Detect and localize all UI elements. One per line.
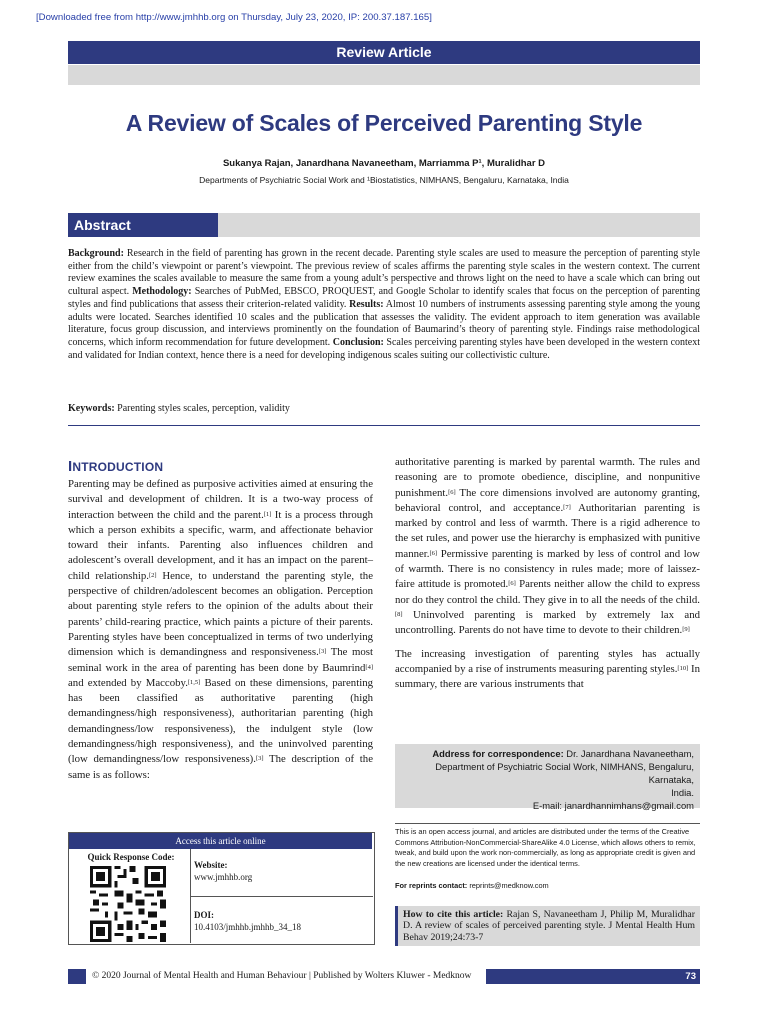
footer-copyright: © 2020 Journal of Mental Health and Human Behaviour | Published by Wolters Kluwer - Medknow <box>92 971 472 981</box>
text-run: Uninvolved parenting is marked by extremely lax and uncontrolling. Parents do not have time to devote to their children. <box>395 608 700 637</box>
download-notice: [Downloaded free from http://www.jmhhb.org on Thursday, July 23, 2020, IP: 200.37.187.165] <box>36 12 432 23</box>
text-run: Parenting may be defined as purposive activities aimed at ensuring the survival and development of children. It is a two-way process of interaction between the child and the parent. <box>68 478 373 521</box>
page-number: 73 <box>685 971 696 982</box>
correspondence-text <box>402 747 694 812</box>
text-run: The description of the same is as follows: <box>68 753 373 781</box>
text-run: Permissive parenting is marked by less of control and low of warmth. There is no consistency in rules made; more of laissez-faire attitude is promoted. <box>395 547 700 591</box>
citation-ref[interactable]: [6] <box>508 580 516 588</box>
corr-name: Dr. Janardhana Navaneetham, <box>563 748 694 759</box>
citation-ref[interactable]: [6] <box>448 488 456 496</box>
section-divider <box>68 425 700 426</box>
citation-ref[interactable]: [7] <box>563 503 571 511</box>
authors: Sukanya Rajan, Janardhana Navaneetham, Marriamma P¹, Muralidhar D <box>222 158 546 169</box>
keywords-label: Keywords: <box>68 403 115 414</box>
citation-ref[interactable]: [8] <box>395 610 403 618</box>
article-type-banner: Review Article <box>68 41 700 64</box>
website-label: Website: <box>194 860 228 870</box>
abstract-heading: Abstract <box>68 213 218 237</box>
methodology-text: Searches of PubMed, EBSCO, PROQUEST, and Google Scholar to identify scales that focus on the perception of parenting styles and find publications that assess their criterion-related validity. <box>68 286 700 310</box>
citation-ref[interactable]: [10] <box>677 664 689 672</box>
left-column-text <box>68 477 373 783</box>
background-text: Research in the field of parenting has grown in the recent decade. Parenting style scales are used to measure the perception of parenting style either from the child’s viewpoint or parent’s viewpoint. The previous review of scales affirms the parenting style scales in the western context. The current review examines the scales available to measure the same from a young adult’s perspective and throws light on the need to have a scale which can bring out cultural aspect. <box>68 248 700 298</box>
cite-text: Rajan S, Navaneetham J, Philip M, Muralidhar D. A review of scales of perceived parenting style. J Mental Health Hum Behav 2019;24:73-7 <box>403 909 696 943</box>
corr-email[interactable]: E-mail: janardhannimhans@gmail.com <box>532 800 694 811</box>
right-paragraph-2 <box>395 647 700 693</box>
citation-ref[interactable]: [4] <box>365 663 373 671</box>
website-link[interactable]: www.jmhhb.org <box>194 872 253 882</box>
right-column-text <box>395 455 700 692</box>
citation-ref[interactable]: [1] <box>263 510 272 518</box>
citation-ref[interactable]: [3] <box>255 755 264 763</box>
qr-label: Quick Response Code: <box>87 852 175 862</box>
article-title: A Review of Scales of Perceived Parenting Style <box>125 110 643 136</box>
abstract-body <box>68 248 700 362</box>
conclusion-label: Conclusion: <box>332 336 384 348</box>
text-run: Parents neither allow the child to express nor do they control the child. They give in to all the needs of the child. <box>395 578 700 606</box>
text-run: In summary, there are various instruments that <box>395 662 700 691</box>
access-box-heading: Access this article online <box>69 833 372 849</box>
corr-line-2: Department of Psychiatric Social Work, NIMHANS, Bengaluru, Karnataka, <box>435 761 694 785</box>
text-run: The core dimensions involved are autonomy granting, behavioral control, and acceptance. <box>395 486 700 514</box>
license-divider <box>395 823 700 824</box>
cite-label: How to cite this article: <box>403 909 504 920</box>
conclusion-text: Scales perceiving parenting styles have been developed in the western context and validated for Indian context, hence there is a need for developing indigenous scales suiting our collectivistic culture. <box>68 336 701 361</box>
reprints-label: For reprints contact: <box>395 881 468 890</box>
intro-rest: NTRODUCTION <box>72 460 164 474</box>
citation-ref[interactable]: [1,5] <box>187 678 201 686</box>
citation-ref[interactable]: [9] <box>682 626 690 634</box>
access-box-divider-h <box>190 896 373 897</box>
text-run: The most seminal work in the area of parenting has been done by Baumrind <box>68 646 373 674</box>
text-run: authoritative parenting is marked by parental warmth. The rules and reasoning are to promote obedience, discipline, and nonpunitive punishment. <box>395 456 700 499</box>
intro-initial: I <box>68 458 73 475</box>
doi-label: DOI: <box>194 910 214 920</box>
corr-label: Address for correspondence: <box>432 748 564 759</box>
keywords-text: Parenting styles scales, perception, validity <box>114 403 290 414</box>
results-text: Almost 10 numbers of instruments assessing parenting style among the young adults were located. Searches identified 10 scales and the publication that assesses the validity. The evident approach to item generation was available literature, focus group discussion, and interviews prominently on the foundation of Baumarind’s theory of parenting style. Findings raise methodological concerns, which inform recommendation for future development. <box>68 298 700 348</box>
introduction-heading <box>68 458 163 475</box>
how-to-cite-box <box>395 906 700 946</box>
abstract-heading-bar <box>218 213 700 237</box>
keywords <box>68 403 700 414</box>
reprints-email[interactable]: reprints@medknow.com <box>467 881 549 890</box>
text-run: Hence, to understand the parenting style, the perspective of children/adolescent becomes an obligation. Perception about parenting style refers to the opinion of the adults about their parents’ child-rearing practice, which paints a picture of their parents. Parenting styles have been conceptualized in terms of two underlying dimension which is demandingness and responsiveness. <box>68 569 373 659</box>
text-run: Authoritarian parenting is marked by control and less of warmth. There is a rigid adherence to the set rules, and power use the hierarchy is emphasized with punitive manner. <box>395 501 700 560</box>
right-paragraph-1 <box>395 455 700 639</box>
header-grey-bar <box>68 65 700 85</box>
qr-code-icon[interactable] <box>90 866 166 942</box>
citation-ref[interactable]: [2] <box>149 571 157 579</box>
methodology-label: Methodology: <box>132 286 192 298</box>
text-run: It is a process through which a person exhibits a specific, warm, and affectionate behavior toward their infants. Parenting also influences children and adolescent’s overall development, and it has an impact on the parent–child relationship. <box>68 508 373 582</box>
affiliation: Departments of Psychiatric Social Work and ¹Biostatistics, NIMHANS, Bengaluru, Karnataka, India <box>199 175 569 185</box>
reprints-contact <box>395 881 549 890</box>
background-label: Background: <box>68 248 124 259</box>
open-access-license: This is an open access journal, and articles are distributed under the terms of the Creative Commons Attribution-NonCommercial-ShareAlike 4.0 License, which allows others to remix, tweak, and build upon the work non-commercially, as long as appropriate credit is given and the new creations are licensed under the identical terms. <box>395 827 696 868</box>
results-label: Results: <box>349 298 384 310</box>
doi-value[interactable]: 10.4103/jmhhb.jmhhb_34_18 <box>194 922 302 932</box>
citation-ref[interactable]: [6] <box>429 549 438 557</box>
corr-line-1 <box>402 747 694 760</box>
citation-ref[interactable]: [3] <box>318 648 327 656</box>
corr-line-3: India. <box>671 787 694 798</box>
text-run: Based on these dimensions, parenting has been classified as authoritative parenting (high demandingness/high responsiveness), authoritarian parenting (high demandingness/low responsiveness), the indulgent style (low demandingness/high responsiveness), and the uninvolved parenting (low demandingness/low responsiveness). <box>68 676 373 766</box>
text-run: and extended by Maccoby. <box>68 676 188 689</box>
text-run: The increasing investigation of parenting styles has actually accompanied by a rise of instruments measuring parenting styles. <box>395 647 700 675</box>
